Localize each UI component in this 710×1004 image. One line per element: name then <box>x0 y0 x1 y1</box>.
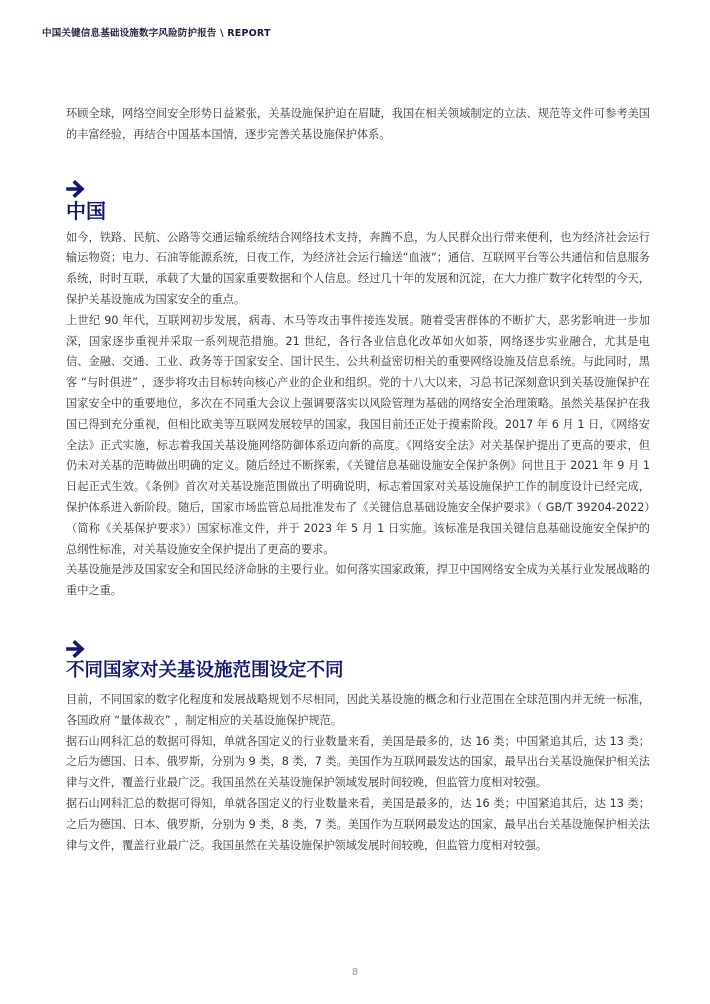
china-paragraph-3: 关基设施是涉及国家安全和国民经济命脉的主要行业。如何落实国家政策，捍卫中国网络安全成为关基行业发展战略的重中之重。 <box>66 563 650 598</box>
running-header: 中国关键信息基础设施数字风险防护报告 \ REPORT <box>42 28 271 39</box>
scope-paragraph-3: 据石山网科汇总的数据可得知，单就各国定义的行业数量来看，美国是最多的，达 16 类；中国紧追其后，达 13 类；之后为德国、日本、俄罗斯，分别为 9 类，8 类，7 类。美国作为互联网最发达的国家，最早出台关基设施保护相关法律与文件，覆盖行业最广泛。我国虽然在关基设施保护领域发展时间较晚，但监管力度相对较强。 <box>66 796 650 852</box>
china-paragraph-1: 如今，铁路、民航、公路等交通运输系统结合网络技术支持，奔腾不息，为人民群众出行带来便利，也为经济社会运行输运物资；电力、石油等能源系统，日夜工作，为经济社会运行输送“血液”；通信、互联网平台等公共通信和信息服务系统，时时互联，承载了大量的国家重要数据和个人信息。经过几十年的发展和沉淀，在大力推广数字化转型的今天，保护关基设施成为国家安全的重点。 <box>66 230 650 306</box>
arrow-right-icon <box>66 640 88 658</box>
scope-paragraph-1: 目前，不同国家的数字化程度和发展战略规划不尽相同，因此关基设施的概念和行业范围在全球范围内并无统一标准，各国政府 “量体裁衣” ，制定相应的关基设施保护规范。 <box>66 692 650 727</box>
page-number: 8 <box>351 967 359 978</box>
section-heading-china: 中国 <box>66 198 106 223</box>
scope-paragraph-2: 据石山网科汇总的数据可得知，单就各国定义的行业数量来看，美国是最多的，达 16 类；中国紧追其后，达 13 类；之后为德国、日本、俄罗斯，分别为 9 类，8 类，7 类。美国作为互联网最发达的国家，最早出台关基设施保护相关法律与文件，覆盖行业最广泛。我国虽然在关基设施保护领域发展时间较晚，但监管力度相对较强。 <box>66 734 650 790</box>
intro-paragraph: 环顾全球，网络空间安全形势日益紧张，关基设施保护迫在眉睫，我国在相关领域制定的立法、规范等文件可参考美国的丰富经验，再结合中国基本国情，逐步完善关基设施保护体系。 <box>66 107 650 141</box>
arrow-right-icon <box>66 180 88 198</box>
china-paragraph-2: 上世纪 90 年代，互联网初步发展，病毒、木马等攻击事件接连发展。随着受害群体的不断扩大，恶劣影响进一步加深，国家逐步重视并采取一系列规范措施。21 世纪，各行各业信息化改革如火如荼，网络逐步实业融合，尤其是电信、金融、交通、工业、政务等于国家安全、国计民生、公共利益密切相关的重要网络设施及信息系统。与此同时，黑客 “与时俱进” ，逐步将攻击目标转向核心产业的企业和组织。党的十八大以来，习总书记深刻意识到关基设施保护在国家安全中的重要地位，多次在不同重大会议上强调要落实以风险管理为基础的网络安全治理策略。虽然关基保护在我国已得到充分重视，但相比欧美等互联网发展较早的国家，我国目前还正处于摸索阶段。2017 年 6 月 1 日，《网络安全法》正式实施，标志着我国关基设施网络防御体系迈向新的高度。《网络安全法》对关基保护提出了更高的要求，但仍未对关基的范畴做出明确的定义。随后经过不断探索，《关键信息基础设施安全保护条例》问世且于 2021 年 9 月 1 日起正式生效。《条例》首次对关基设施范围做出了明确说明，标志着国家对关基设施保护工作的制度设计已经完成，保护体系进入新阶段。随后，国家市场监管总局批准发布了《关键信息基础设施安全保护要求》（ GB/T 39204-2022）（简称《关基保护要求》）国家标准文件，并于 2023 年 5 月 1 日实施。该标准是我国关键信息基础设施安全保护的总纲性标准，对关基设施安全保护提出了更高的要求。 <box>66 313 650 556</box>
page-content <box>66 104 650 856</box>
section-heading-scope: 不同国家对关基设施范围设定不同 <box>66 659 344 681</box>
